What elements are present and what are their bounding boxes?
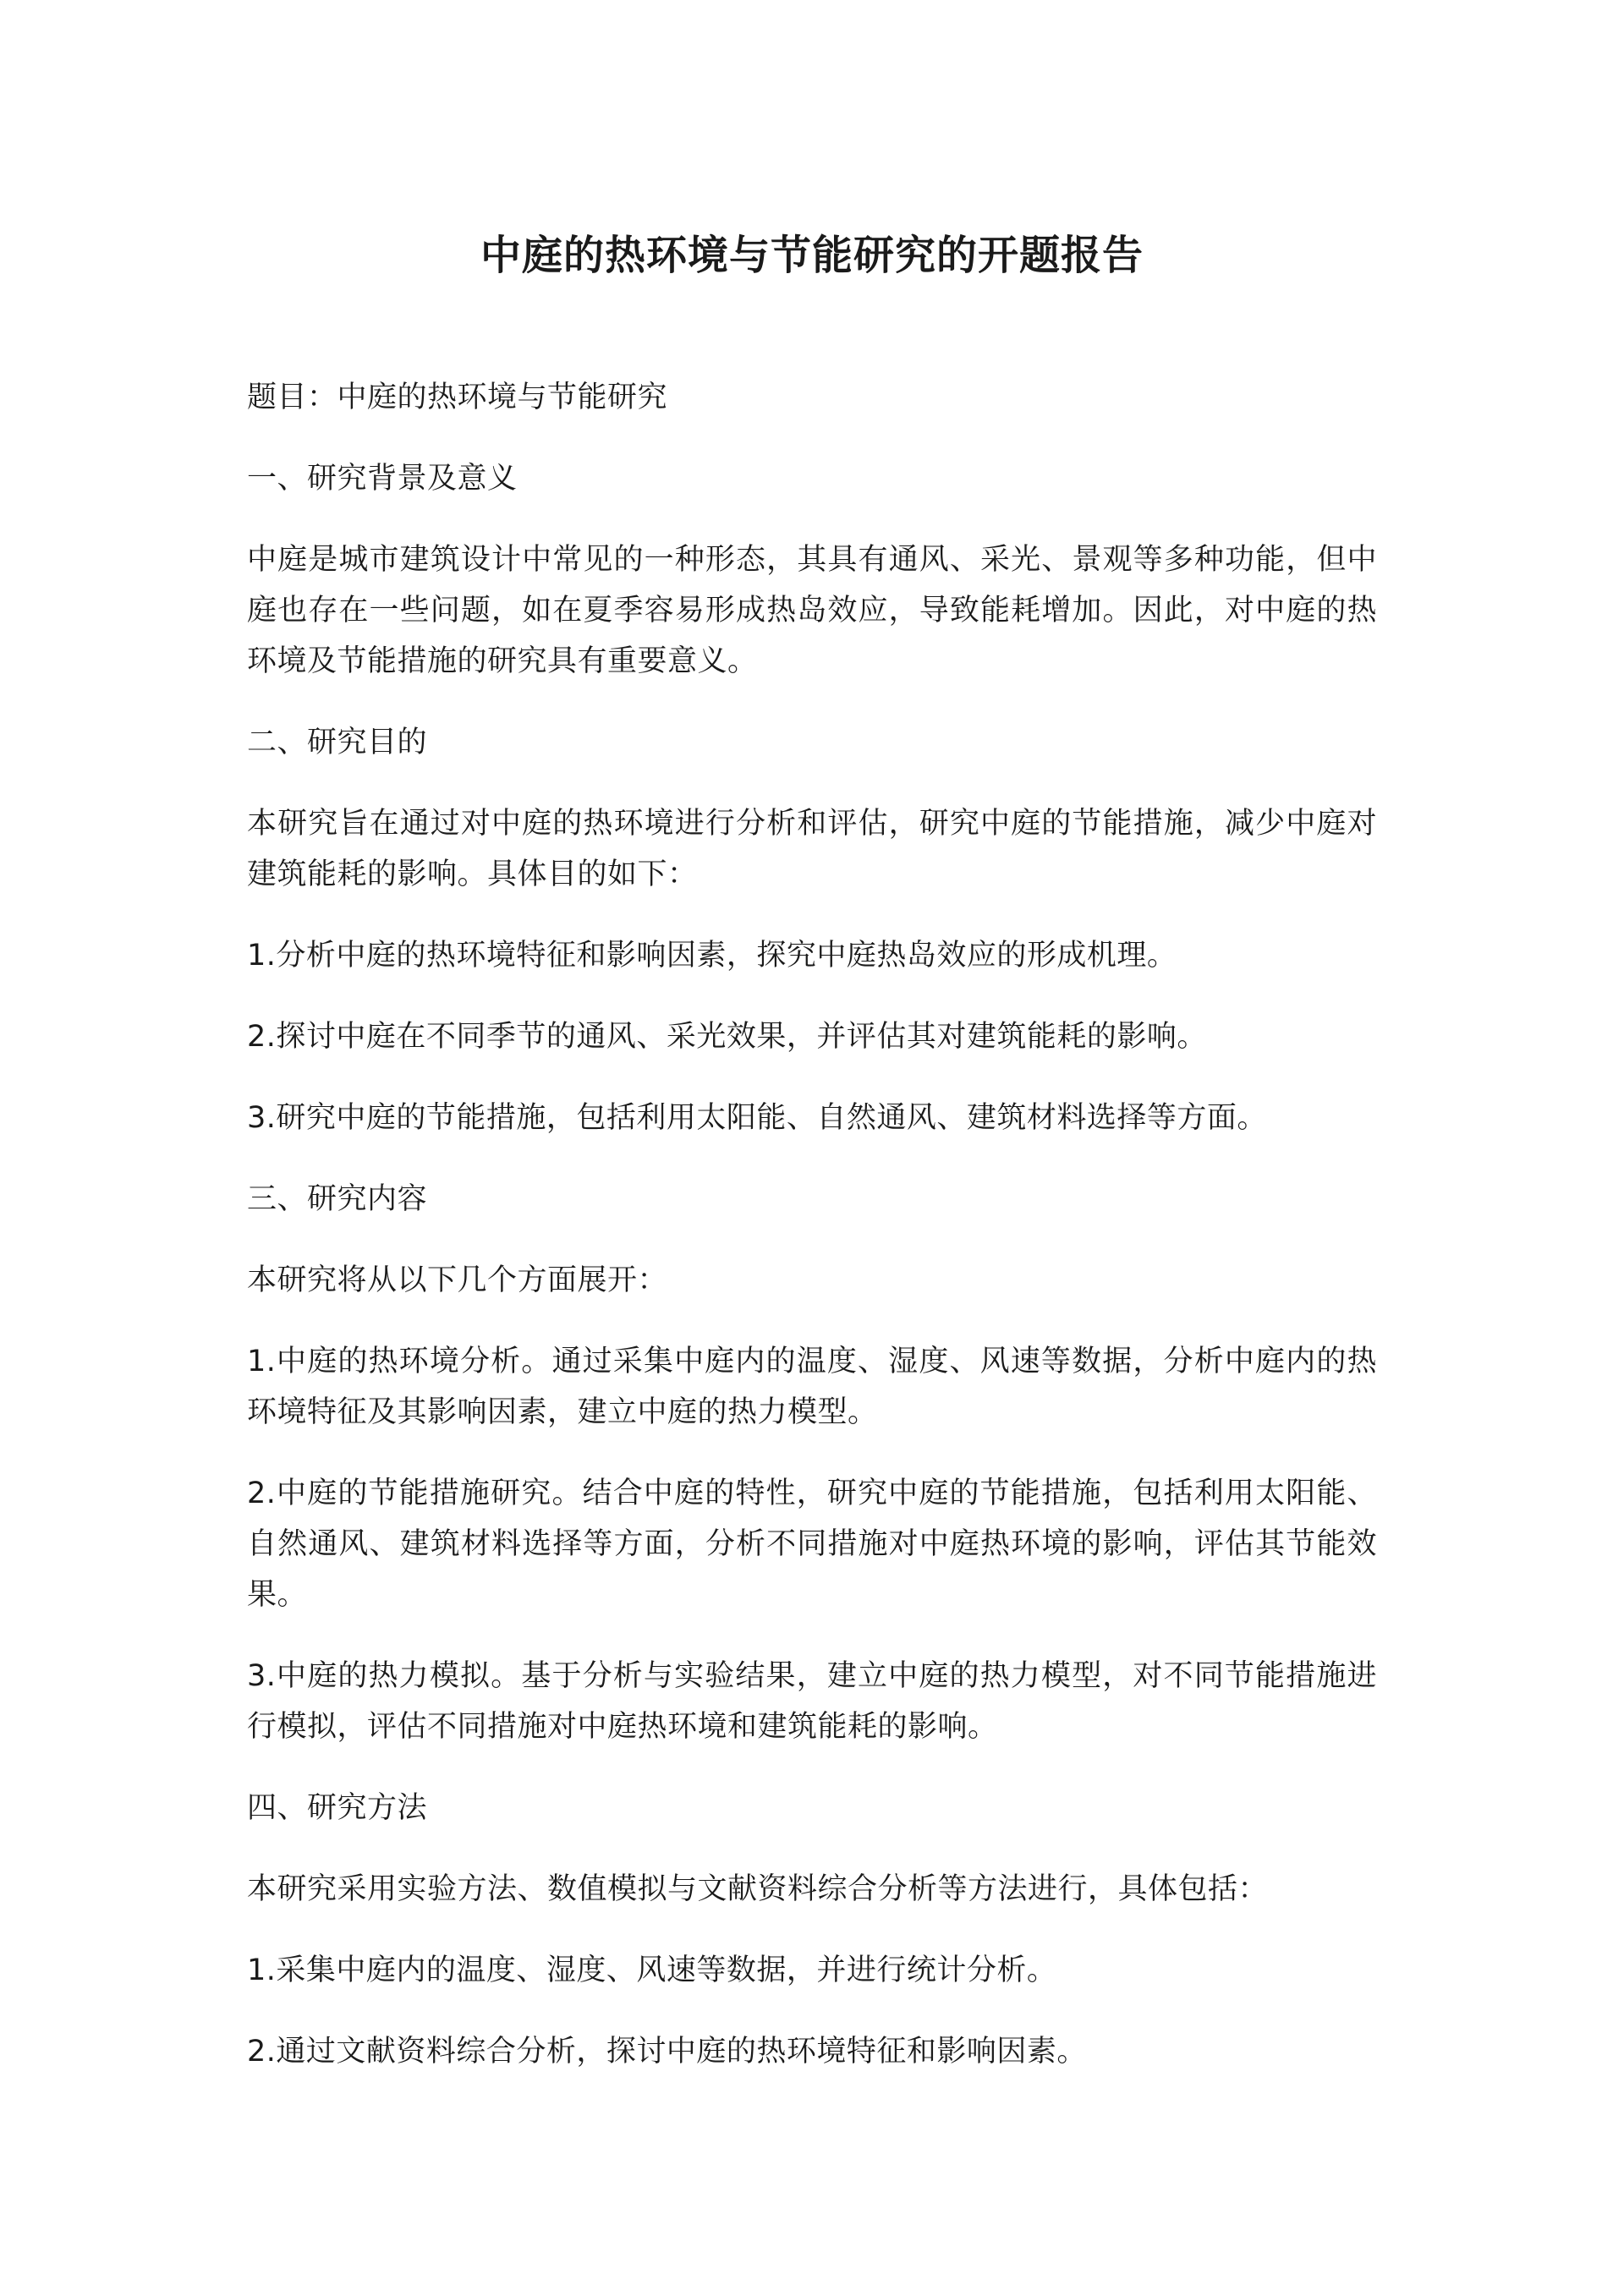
method-item-2: 2.通过文献资料综合分析，探讨中庭的热环境特征和影响因素。 bbox=[247, 2035, 1087, 2069]
content-item-1: 1.中庭的热环境分析。通过采集中庭内的温度、湿度、风速等数据，分析中庭内的热环境特征及其影响因素，建立中庭的热力模型。 bbox=[247, 1345, 1377, 1429]
section-heading-content: 三、研究内容 bbox=[247, 1182, 428, 1216]
section-heading-purpose: 二、研究目的 bbox=[247, 726, 428, 759]
section-heading-background: 一、研究背景及意义 bbox=[247, 462, 518, 496]
method-item-1: 1.采集中庭内的温度、湿度、风速等数据，并进行统计分析。 bbox=[247, 1954, 1057, 1987]
section-heading-methods: 四、研究方法 bbox=[247, 1791, 428, 1825]
purpose-item-3: 3.研究中庭的节能措施，包括利用太阳能、自然通风、建筑材料选择等方面。 bbox=[247, 1101, 1267, 1135]
document-title: 中庭的热环境与节能研究的开题报告 bbox=[480, 232, 1144, 279]
topic-line: 题目：中庭的热环境与节能研究 bbox=[247, 381, 668, 414]
content-item-2: 2.中庭的节能措施研究。结合中庭的特性，研究中庭的节能措施，包括利用太阳能、自然通风、建筑材料选择等方面，分析不同措施对中庭热环境的影响，评估其节能效果。 bbox=[247, 1477, 1377, 1612]
paragraph-background: 中庭是城市建筑设计中常见的一种形态，其具有通风、采光、景观等多种功能，但中庭也存在一些问题，如在夏季容易形成热岛效应，导致能耗增加。因此，对中庭的热环境及节能措施的研究具有重要意义。 bbox=[247, 543, 1377, 678]
paragraph-methods-intro: 本研究采用实验方法、数值模拟与文献资料综合分析等方法进行，具体包括： bbox=[247, 1872, 1269, 1906]
paragraph-content-intro: 本研究将从以下几个方面展开： bbox=[247, 1263, 668, 1297]
purpose-item-2: 2.探讨中庭在不同季节的通风、采光效果，并评估其对建筑能耗的影响。 bbox=[247, 1020, 1207, 1054]
document-body bbox=[247, 372, 1377, 2107]
purpose-item-1: 1.分析中庭的热环境特征和影响因素，探究中庭热岛效应的形成机理。 bbox=[247, 939, 1177, 973]
paragraph-purpose: 本研究旨在通过对中庭的热环境进行分析和评估，研究中庭的节能措施，减少中庭对建筑能耗的影响。具体目的如下： bbox=[247, 807, 1377, 891]
content-item-3: 3.中庭的热力模拟。基于分析与实验结果，建立中庭的热力模型，对不同节能措施进行模拟，评估不同措施对中庭热环境和建筑能耗的影响。 bbox=[247, 1659, 1377, 1744]
